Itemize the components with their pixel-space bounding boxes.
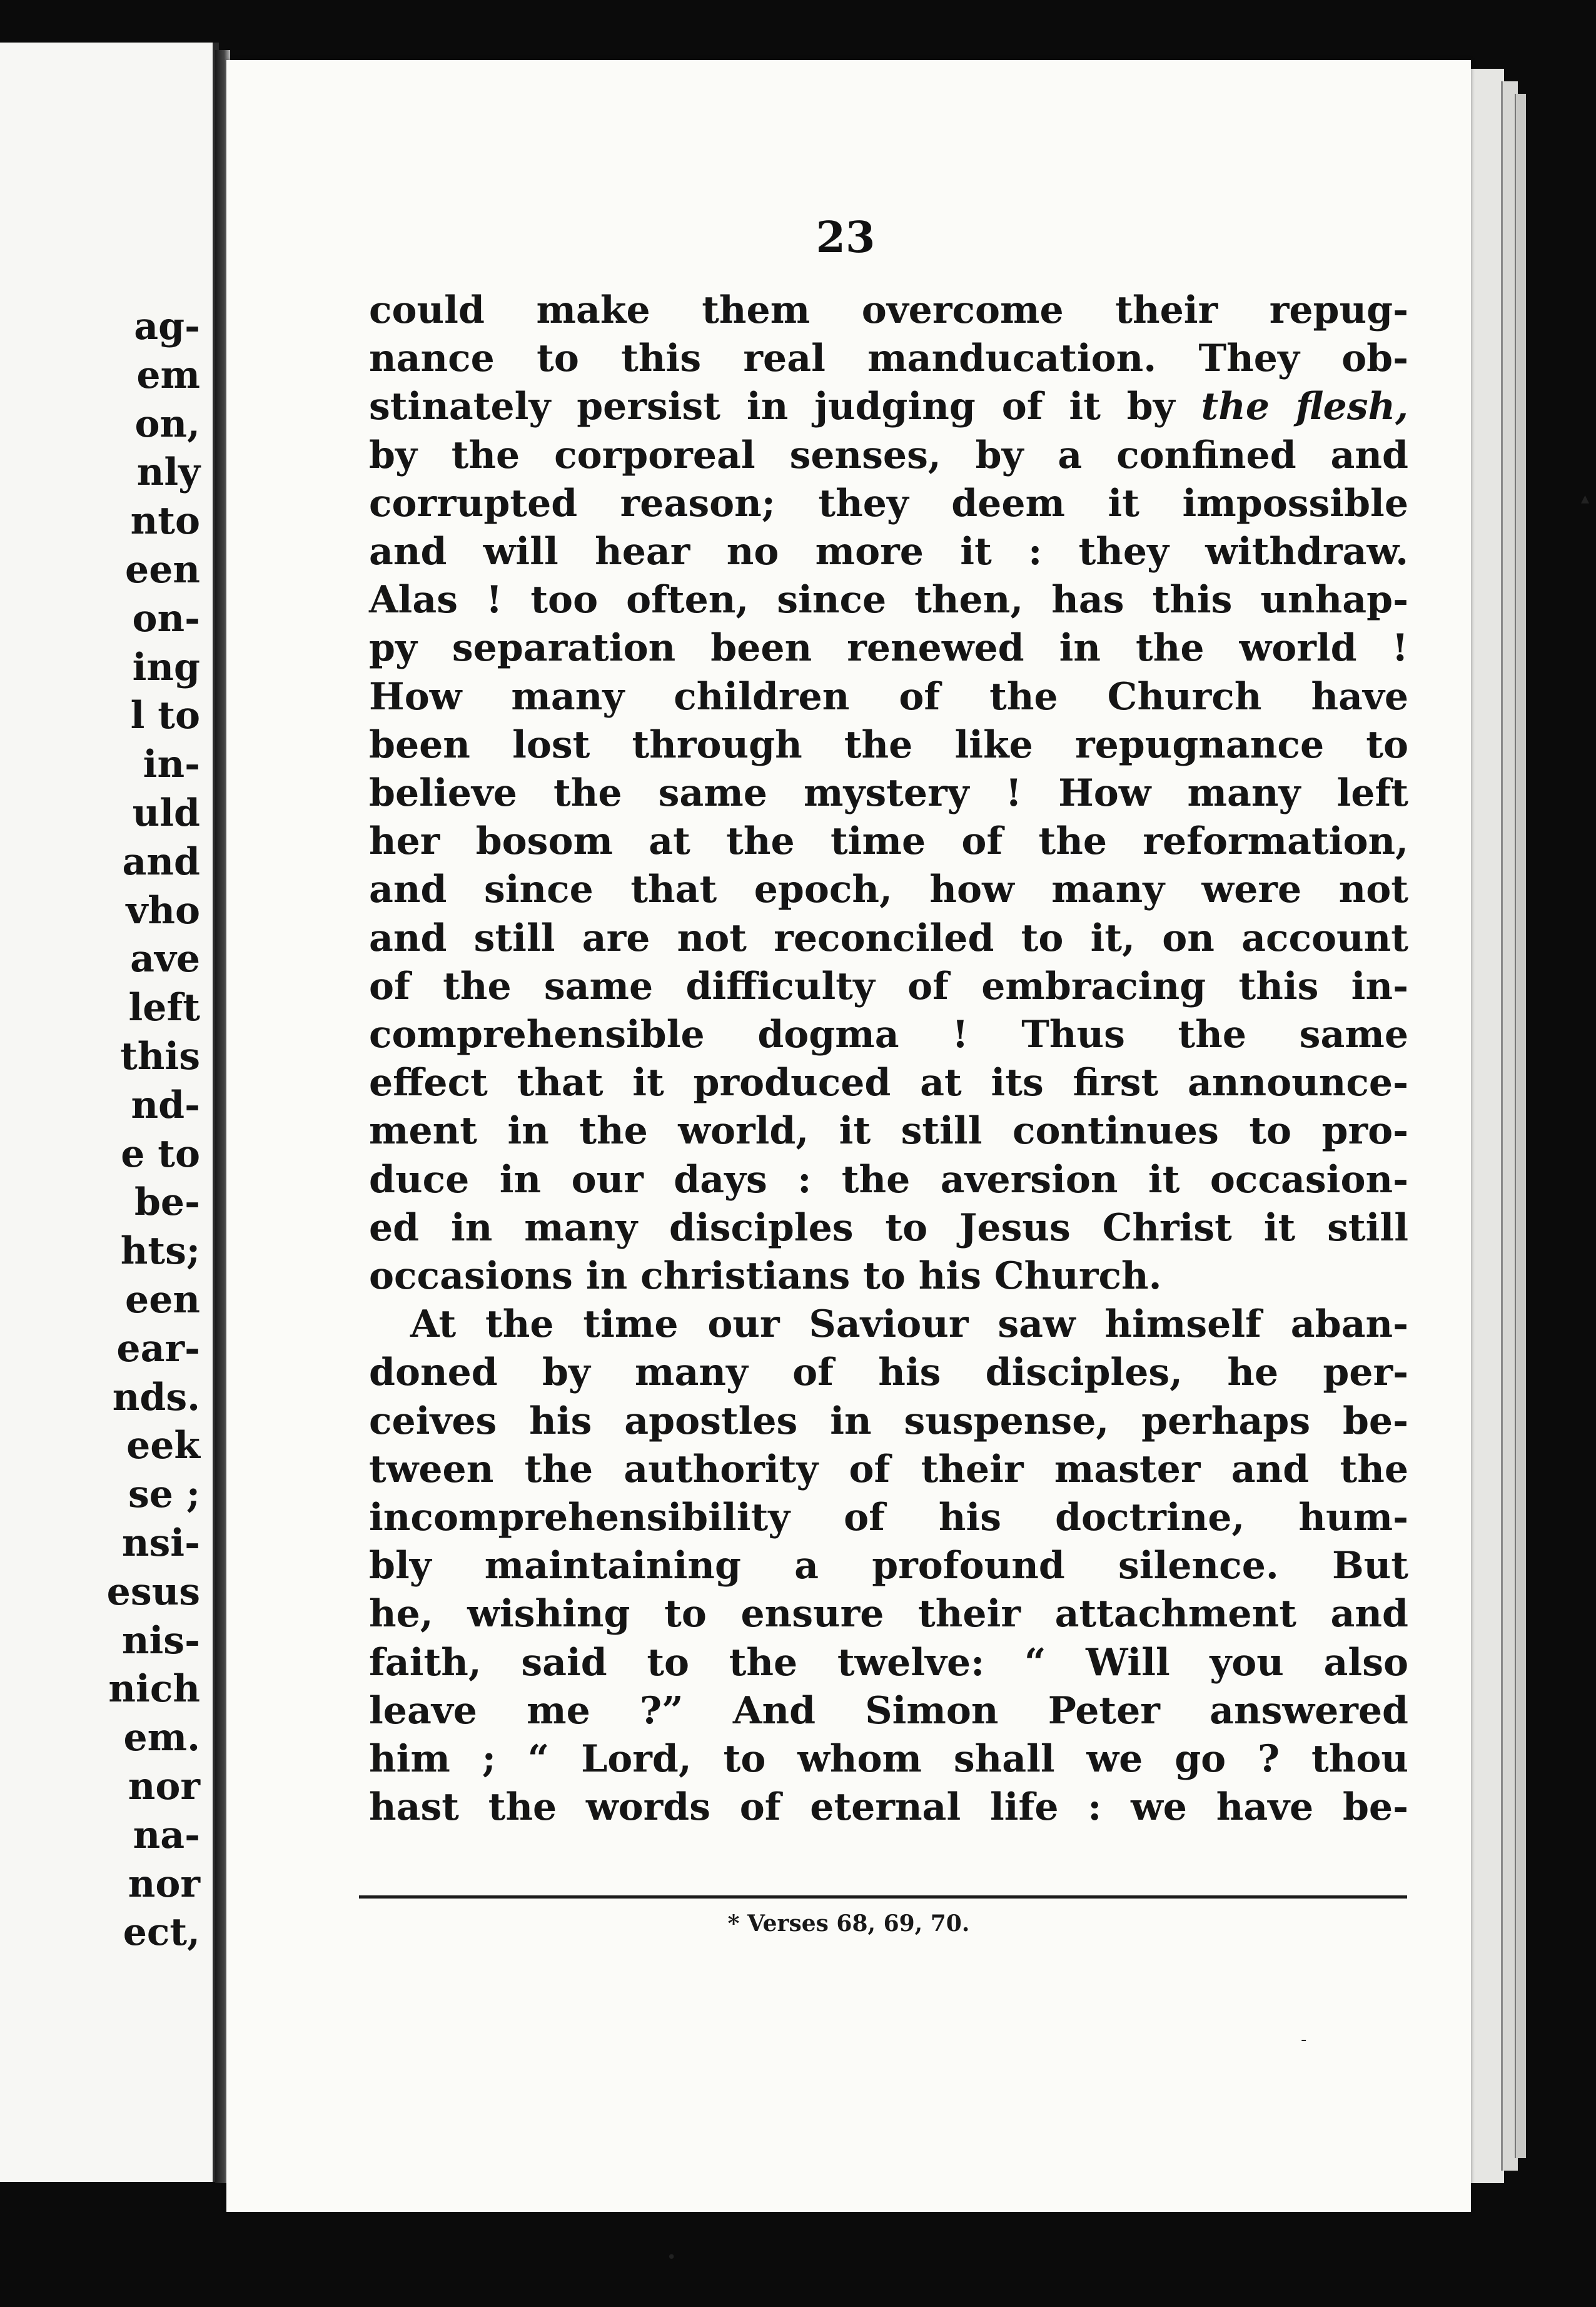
page-number: 23 — [816, 213, 876, 263]
text-line: leave me ?” And Simon Peter answered — [369, 1688, 1408, 1733]
fragment-line: ing — [132, 645, 200, 689]
fragment-line: nds. — [112, 1375, 200, 1419]
text-line: effect that it produced at its first announce- — [369, 1061, 1408, 1105]
fragment-line: nsi- — [121, 1521, 200, 1565]
fragment-line: nis- — [121, 1618, 200, 1663]
fragment-line: be- — [134, 1180, 200, 1225]
previous-page-text-fragments — [0, 303, 200, 1957]
text-line: her bosom at the time of the reformation, — [369, 819, 1408, 864]
text-line: by the corporeal senses, by a confined and — [369, 433, 1408, 477]
text-line: him ; “ Lord, to whom shall we go ? thou — [369, 1737, 1408, 1782]
text-line: doned by many of his disciples, he per- — [369, 1351, 1408, 1395]
text-line: ceives his apostles in suspense, perhaps be- — [369, 1399, 1408, 1443]
text-line: At the time our Saviour saw himself aban- — [410, 1302, 1408, 1347]
fragment-line: se ; — [128, 1473, 200, 1517]
fragment-line: ave — [130, 937, 200, 981]
text-line: could make them overcome their repug- — [369, 288, 1408, 332]
text-line: duce in our days : the aversion it occasion- — [369, 1157, 1408, 1202]
fragment-line: esus — [106, 1569, 200, 1614]
text-line — [369, 383, 1408, 431]
text-line: corrupted reason; they deem it impossible — [369, 481, 1408, 525]
fragment-line: hts; — [120, 1229, 200, 1274]
fragment-line: this — [120, 1034, 200, 1078]
fragment-line: nor — [128, 1764, 200, 1808]
text-line: ment in the world, it still continues to pro- — [369, 1109, 1408, 1154]
fragment-line: een — [125, 1277, 200, 1322]
fragment-line: ect, — [123, 1910, 200, 1955]
page-edge — [1515, 94, 1526, 2158]
fragment-line: nich — [108, 1667, 200, 1711]
fragment-line: em — [136, 353, 200, 397]
text-line: hast the words of eternal life : we have be- — [369, 1785, 1408, 1830]
fragment-line: nto — [130, 499, 200, 544]
fragment-line: ag- — [134, 305, 200, 348]
fragment-line: nly — [136, 450, 200, 495]
page-body-text — [369, 286, 1408, 1832]
footnote-rule — [359, 1895, 1407, 1899]
text-line: and will hear no more it : they withdraw. — [369, 530, 1408, 574]
fragment-line: nor — [128, 1862, 200, 1906]
text-line: been lost through the like repugnance to — [369, 723, 1408, 767]
scan-speck: - — [1301, 2031, 1307, 2049]
fragment-line: na- — [133, 1813, 200, 1857]
footnote: * Verses 68, 69, 70. — [727, 1910, 970, 1937]
text-line: and since that epoch, how many were not — [369, 868, 1408, 912]
text-line: occasions in christians to his Church. — [369, 1254, 1162, 1299]
text-line: bly maintaining a profound silence. But — [369, 1544, 1408, 1588]
text-line: tween the authority of their master and the — [369, 1447, 1408, 1491]
fragment-line: vho — [126, 888, 200, 933]
fragment-line: on- — [132, 596, 200, 641]
fragment-line: l to — [130, 694, 200, 738]
fragment-line: nd- — [131, 1083, 200, 1127]
text-line: he, wishing to ensure their attachment and — [369, 1592, 1408, 1636]
text-line: believe the same mystery ! How many left — [369, 771, 1408, 816]
fragment-line: and — [122, 839, 200, 884]
fragment-line: on, — [134, 402, 200, 446]
text-line: comprehensible dogma ! Thus the same — [369, 1013, 1408, 1057]
fragment-line: in- — [143, 743, 200, 787]
fragment-line: eek — [126, 1424, 200, 1468]
fragment-line: een — [125, 547, 200, 592]
previous-page — [0, 43, 219, 2182]
fragment-line: uld — [132, 791, 200, 835]
text-line: nance to this real manducation. They ob- — [369, 337, 1408, 381]
text-line: py separation been renewed in the world ! — [369, 626, 1408, 671]
text-line: ed in many disciples to Jesus Christ it still — [369, 1205, 1408, 1250]
text-line: and still are not reconciled to it, on account — [369, 916, 1408, 960]
current-page — [226, 60, 1471, 2212]
text-line: incomprehensibility of his doctrine, hum- — [369, 1496, 1408, 1540]
scan-speck: ▴ — [1581, 489, 1590, 508]
text-segment: stinately persist in judging of it by — [369, 385, 1201, 429]
scan-speck: • — [667, 2248, 677, 2267]
text-line: Alas ! too often, since then, has this unhap- — [369, 578, 1408, 622]
fragment-line: e to — [121, 1132, 200, 1176]
fragment-line: left — [128, 986, 200, 1030]
fragment-line: ear- — [116, 1326, 200, 1371]
fragment-line: em. — [123, 1716, 200, 1760]
italic-phrase: the flesh, — [1201, 385, 1408, 429]
text-line: of the same difficulty of embracing this in- — [369, 964, 1408, 1008]
text-line: faith, said to the twelve: “ Will you also — [369, 1640, 1408, 1685]
text-line: How many children of the Church have — [369, 674, 1408, 719]
